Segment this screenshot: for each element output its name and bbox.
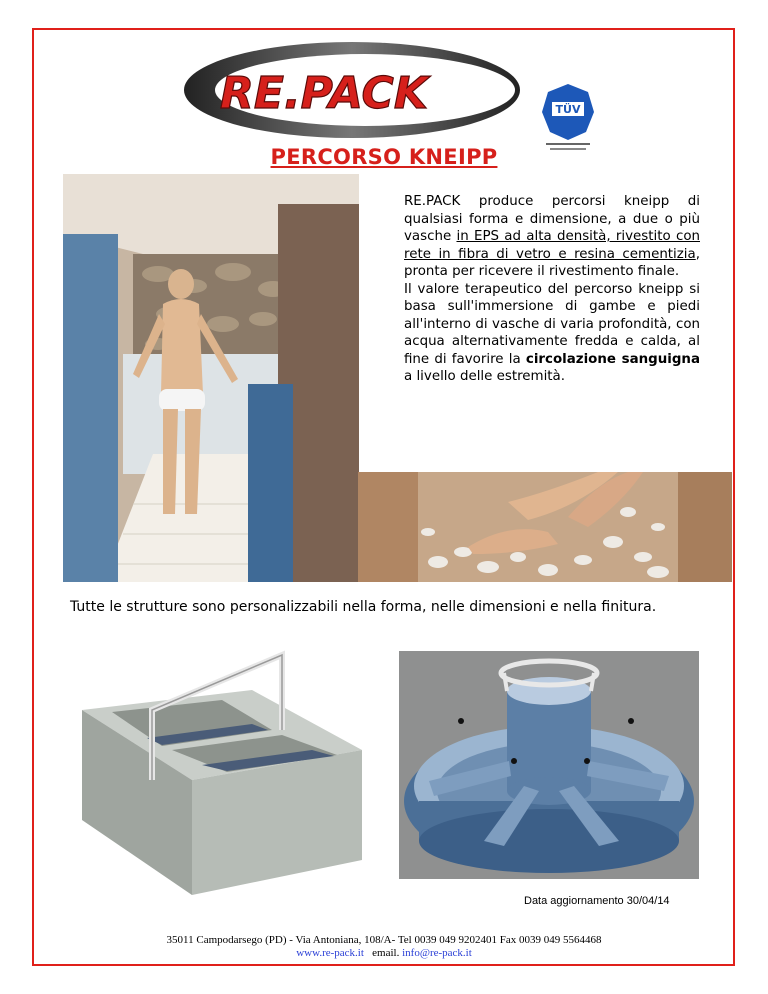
- email-label: email.: [372, 947, 400, 959]
- footer-address: 35011 Campodarsego (PD) - Via Antoniana, 108/A- Tel 0039 049 9202401 Fax 0039 049 5564468: [166, 934, 602, 946]
- page-title: PERCORSO KNEIPP: [270, 145, 498, 169]
- website-link[interactable]: www.re-pack.it: [296, 947, 364, 959]
- footer-contacts: [0, 947, 768, 960]
- feet-on-pebbles-photo: [358, 472, 732, 582]
- intro-paragraph-1: RE.PACK produce percorsi kneipp di qualsiasi forma e dimensione, a due o più vasche in EPS ad alta densità, rivestito con rete in fibra di vetro e resina cementizia, pronta per ricevere il rivestimento finale.: [404, 194, 700, 279]
- tuv-sud-badge-icon: [540, 82, 596, 152]
- repack-logo: [180, 38, 525, 142]
- round-kneipp-render: [399, 651, 699, 879]
- spa-corridor-photo: [63, 174, 359, 582]
- intro-text: [404, 193, 700, 386]
- email-link[interactable]: info@re-pack.it: [402, 947, 472, 959]
- customization-caption: Tutte le strutture sono personalizzabili nella forma, nelle dimensioni e nella finitura.: [70, 599, 657, 615]
- logo-wordmark: RE.PACK: [220, 68, 428, 119]
- square-kneipp-render: [72, 650, 368, 895]
- svg-text:TÜV: TÜV: [555, 103, 581, 116]
- footer: [0, 934, 768, 960]
- intro-paragraph-2: Il valore terapeutico del percorso kneipp si basa sull'immersione di gambe e piedi all'interno di vasche di varia profondità, con acqua alternativamente fredda e calda, al fine di favorire la circolazione sanguigna a livello delle estremità.: [404, 281, 701, 384]
- update-date: Data aggiornamento 30/04/14: [524, 895, 670, 907]
